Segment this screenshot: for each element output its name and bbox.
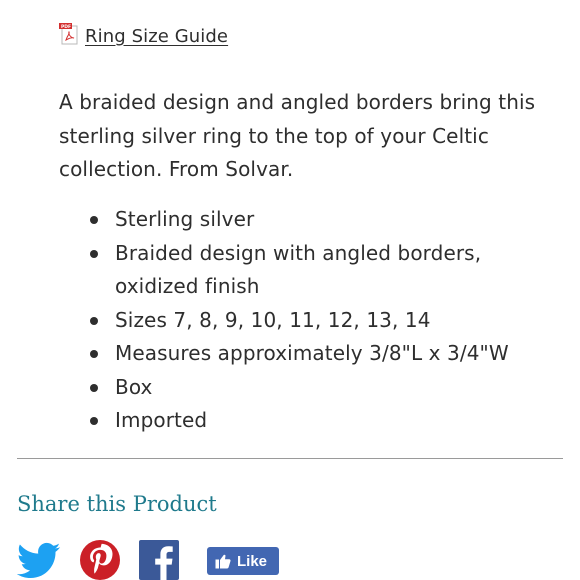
feature-item: Box [83,371,553,405]
section-divider [17,458,563,459]
feature-item: Sterling silver [83,203,553,237]
feature-item: Sizes 7, 8, 9, 10, 11, 12, 13, 14 [83,304,553,338]
svg-text:PDF: PDF [61,24,72,30]
like-label: Like [237,552,268,570]
ring-size-guide-link[interactable] [59,26,228,47]
ring-size-guide-label: Ring Size Guide [85,26,229,47]
share-title: Share this Product [17,492,217,516]
product-description: A braided design and angled borders bring this sterling silver ring to the top of your Celtic collection. From Solvar. [59,90,536,181]
feature-item: Measures approximately 3/8"L x 3/4"W [83,337,553,371]
pinterest-icon[interactable] [80,540,120,580]
pdf-icon [59,23,79,45]
social-share-bar [17,540,317,580]
facebook-like-button[interactable] [207,547,279,575]
twitter-icon[interactable] [17,542,61,580]
feature-item: Imported [83,404,553,438]
product-features-list [83,203,553,438]
feature-item: Braided design with angled borders, oxidized finish [83,237,553,304]
thumbs-up-icon [215,553,231,569]
facebook-icon[interactable] [139,540,179,580]
